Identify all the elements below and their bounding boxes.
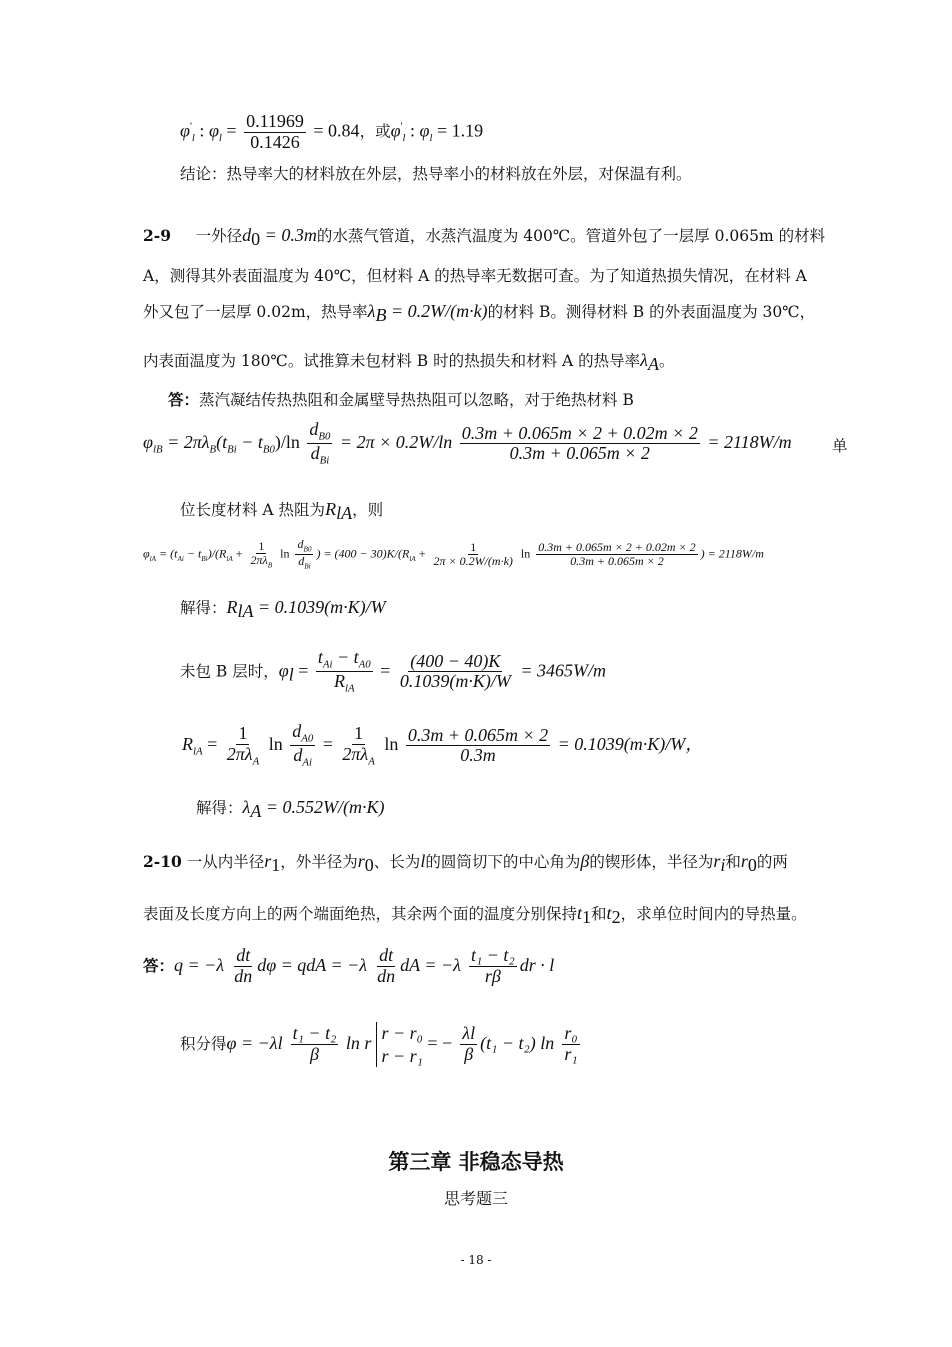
- chapter-subtitle: 思考题三: [443, 1189, 508, 1208]
- unit-resistance-line: 位长度材料 A 热阻为$R_{lA}$，则: [180, 499, 384, 524]
- equation-RlA: $R_{lA}$ = $\frac{1}{2\pi\lambda_A}$ ln $\frac{d_{A0}}{d_{Ai}}$ = $\frac{1}{2\pi\lambda_A}$ ln $\frac{0.3m + 0.065m \times 2}{0.3m}$ = 0.1039(m·K)/W，: [182, 721, 704, 770]
- problem-2-9-line4: 内表面温度为 180℃。试推算未包材料 B 时的热损失和材料 A 的热导率$\lambda_A$。: [143, 350, 675, 375]
- problem-number: 2-10: [143, 852, 182, 871]
- conclusion-text: 结论：热导率大的材料放在外层，热导率小的材料放在外层，对保温有利。: [180, 165, 692, 183]
- continuation-char: 单: [832, 437, 848, 455]
- solve-lambda-A: 解得：$\lambda_A = 0.552W/(m\cdot K)$: [196, 797, 385, 822]
- solve-RlA: 解得：$R_{lA} = 0.1039(m\cdot K)/W$: [180, 597, 386, 622]
- equation-no-B-layer: 未包 B 层时，$\varphi_l$ = $\frac{t_{Ai} - t_{A0}}{R_{lA}}$ = $\frac{(400 - 40)K}{0.1039(m\cdot K)/W}$ = 3465W/m: [180, 647, 606, 696]
- equation-integral: 积分得φ = −λl $\frac{\text{t₁ − t₂}}{\beta}$ ln r r − r₀ r − r₁ = − $\frac{\lambda l}{\beta}$ (t₁ − t₂) ln $\frac{\text{r₀}}{\text{r₁}}$: [180, 1023, 578, 1066]
- evaluation-bar: r − r₀ r − r₁: [376, 1022, 422, 1067]
- chapter-title: 第三章 非稳态导热: [388, 1150, 564, 1174]
- problem-2-10-line1: 2-10 一从内半径$r_1$，外半径为$r_0$、长为l的圆筒切下的中心角为β的锲形体，半径为$r_i$和$r_0$的两: [143, 851, 788, 876]
- ratio-equation: $\varphi'_l$ : $\varphi_l$ = $\frac{0.11969}{0.1426}$ = 0.84，或$\varphi'_l$ : $\varphi_l = 1.19$: [180, 111, 484, 152]
- answer-2-9: 答：蒸汽凝结传热热阻和金属壁导热热阻可以忽略，对于绝热材料 B: [168, 390, 634, 409]
- problem-2-9-line2: A，测得其外表面温度为 40℃，但材料 A 的热导率无数据可查。为了知道热损失情况，在材料 A: [143, 267, 807, 285]
- problem-number: 2-9: [143, 226, 172, 245]
- equation-q: 答：q = −λ $\frac{dt}{dn}$ dφ = qdA = −λ $\frac{dt}{dn}$ dA = −λ $\frac{\text{t₁ − t₂}}{r\beta}$ dr · l: [143, 945, 555, 986]
- page-number: - 18 -: [460, 1253, 492, 1267]
- problem-2-9-line1: 2-9 一外径$d_0 = 0.3m$的水蒸气管道，水蒸汽温度为 400℃。管道外包了一层厚 0.065m 的材料: [143, 225, 826, 250]
- problem-2-9-line3: 外又包了一层厚 0.02m，热导率$\lambda_B = 0.2W/(m\cdot k)$的材料 B。测得材料 B 的外表面温度为 30℃，: [143, 301, 816, 326]
- problem-2-10-line2: 表面及长度方向上的两个端面绝热，其余两个面的温度分别保持$t_1$和$t_2$，求单位时间内的导热量。: [143, 903, 807, 928]
- equation-phi-lB: $\varphi_{lB} = 2\pi\lambda_B(t_{Bi} - t_{B0})/\ln$ $\frac{d_{B0}}{d_{Bi}}$ = 2π × 0.2W/ln $\frac{0.3m + 0.065m \times 2 + 0.02m \times 2}{0.3m + 0.065m \times 2}$ = 2118W/m: [143, 419, 792, 468]
- equation-phi-lA: $\varphi_{lA} = (t_{Ai} - t_{Bi})/(R_{lA}$ + $\frac{1}{2\pi\lambda_B}$ ln $\frac{d_{B0}}{d_{Bi}}$ ) = $(400 - 30)K/(R_{lA}$ + $\frac{1}{2\pi \times 0.2W/(m\cdot k)}$ ln $\frac{0.3m + 0.065m \times 2 + 0.02m \times 2}{0.3m + 0.065m \times 2}$ ) = 2118W/m: [143, 537, 764, 571]
- ratio-fraction: $\frac{0.11969}{0.1426}$: [246, 111, 304, 152]
- phi-symbol: φ: [180, 120, 190, 141]
